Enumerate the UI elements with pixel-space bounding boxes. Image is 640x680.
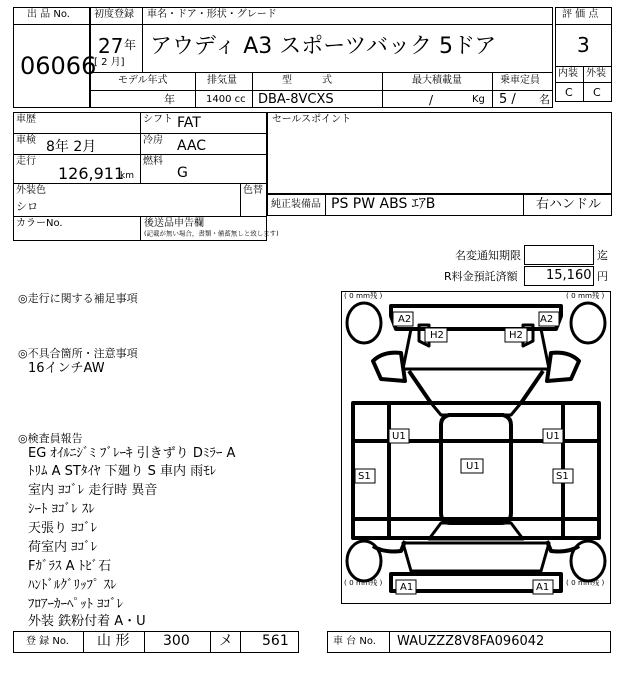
driving-notes-title: ◎走行に関する補足事項 xyxy=(18,292,138,305)
tire-label-rear-right: ( 0 mm残 ) xyxy=(566,579,605,588)
defect-item: 16インチAW xyxy=(28,361,105,376)
tire-label-front-right: ( 0 mm残 ) xyxy=(566,292,605,301)
shift-label: シフト xyxy=(143,114,173,125)
model-year-unit: 年 xyxy=(164,93,175,106)
max-load-unit: Kg xyxy=(472,94,485,105)
chassis-number: WAUZZZ8V8FA096042 xyxy=(397,634,545,649)
damage-mark: U1 xyxy=(392,431,406,442)
inspection-value: 8年 2月 xyxy=(46,139,97,155)
damage-mark: A2 xyxy=(540,314,554,325)
change-deadline-unit: 迄 xyxy=(597,249,608,262)
type-label: 型 式 xyxy=(282,75,332,86)
inspector-line: Fｶﾞﾗｽ A ﾄﾋﾞ石 xyxy=(28,559,112,574)
registration-number: 561 xyxy=(262,633,289,649)
registration-label: 登 録 No. xyxy=(26,636,69,647)
model-type: DBA-8VCXS xyxy=(258,92,334,107)
change-deadline-label: 名変通知期限 xyxy=(455,249,521,262)
capacity-label: 乗車定員 xyxy=(500,75,540,86)
mileage-value: 126,911 xyxy=(58,164,125,183)
aftermarket-note: (記載が無い場合，書類・備蓄無しと致します) xyxy=(144,230,279,238)
inspector-line: 外装 鉄粉付着 A・U xyxy=(28,614,146,629)
shift-value: FAT xyxy=(177,115,201,131)
car-name: アウディ A3 スポーツバック 5ドア xyxy=(150,34,497,59)
damage-mark: A1 xyxy=(400,582,414,593)
exterior-grade: C xyxy=(593,86,601,99)
interior-label: 内装 xyxy=(558,68,578,79)
inspection-label: 車検 xyxy=(16,135,36,146)
defects-title: ◎不具合箇所・注意事項 xyxy=(18,347,138,360)
equipment-label: 純正装備品 xyxy=(271,199,321,210)
max-load-label: 最大積載量 xyxy=(412,75,462,86)
inspector-line: ﾌﾛｱｰｶｰﾍﾟｯﾄ ﾖｺﾞﾚ xyxy=(28,597,124,612)
change-deadline-box xyxy=(524,245,594,265)
damage-mark: S1 xyxy=(358,471,371,482)
recycle-fee: 15,160 xyxy=(546,268,592,283)
history-label: 車歴 xyxy=(16,114,36,125)
chassis-label: 車 台 No. xyxy=(333,636,376,647)
lot-number: 06066 xyxy=(20,52,97,80)
fuel-value: G xyxy=(177,165,188,181)
car-outline xyxy=(341,291,611,604)
ac-label: 冷房 xyxy=(143,135,163,146)
steering-value: 右ハンドル xyxy=(536,197,602,212)
mileage-unit: km xyxy=(120,171,134,181)
recycle-label: R料金預託済額 xyxy=(444,270,518,283)
interior-grade: C xyxy=(565,86,573,99)
fuel-label: 燃料 xyxy=(143,156,163,167)
tire-label-front-left: ( 0 mm残 ) xyxy=(344,292,383,301)
inspector-title: ◎検査員報告 xyxy=(18,432,83,445)
capacity-unit: 名 xyxy=(539,93,550,106)
tire-label-rear-left: ( 0 mm残 ) xyxy=(344,579,383,588)
equipment-value: PS PW ABS ｴｱB xyxy=(331,196,436,212)
registration-month: [ 2 月] xyxy=(94,57,125,68)
color-value: シロ xyxy=(16,200,38,213)
damage-mark: A1 xyxy=(536,582,550,593)
grade-label: 評 価 点 xyxy=(562,9,599,20)
inspector-line: ﾊﾝﾄﾞﾙｸﾞﾘｯﾌﾟ ｽﾚ xyxy=(28,578,117,593)
lot-number-label: 出 品 No. xyxy=(27,9,70,20)
recycle-unit: 円 xyxy=(597,270,608,283)
model-year-label: モデル年式 xyxy=(118,75,168,86)
damage-mark: U1 xyxy=(546,431,560,442)
car-description-label: 車名・ドア・形状・グレード xyxy=(147,9,277,20)
damage-mark: U1 xyxy=(466,461,480,472)
inspector-line: 荷室内 ﾖｺﾞﾚ xyxy=(28,540,98,555)
ac-value: AAC xyxy=(177,138,207,154)
registration-year: 27 xyxy=(98,34,124,58)
inspector-line: ｼｰﾄ ﾖｺﾞﾚ ｽﾚ xyxy=(28,502,95,517)
inspector-line: 室内 ﾖｺﾞﾚ 走行時 異音 xyxy=(28,483,158,498)
first-registration-label: 初度登録 xyxy=(94,9,134,20)
exterior-label: 外装 xyxy=(586,68,606,79)
damage-mark: S1 xyxy=(556,471,569,482)
damage-mark: H2 xyxy=(509,330,523,341)
registration-class: 300 xyxy=(163,633,190,649)
registration-region: 山 形 xyxy=(97,633,130,649)
max-load: / xyxy=(429,93,434,107)
damage-mark: H2 xyxy=(430,330,444,341)
inspector-line: ﾄﾘﾑ A STﾀｲﾔ 下廻り S 車内 雨ﾓﾚ xyxy=(28,464,217,479)
displacement-label: 排気量 xyxy=(207,75,237,86)
registration-year-unit: 年 xyxy=(124,38,137,52)
color-label: 外装色 xyxy=(16,185,46,196)
overall-grade: 3 xyxy=(577,33,590,57)
color-number-label: カラーNo. xyxy=(16,218,63,229)
inspector-line: EG ｵｲﾙﾆｼﾞﾐ ﾌﾞﾚｰｷ 引きずり Dﾐﾗｰ A xyxy=(28,446,236,461)
inspector-line: 天張り ﾖｺﾞﾚ xyxy=(28,521,98,536)
sales-point-label: セールスポイント xyxy=(272,114,352,125)
color-change-label: 色替 xyxy=(243,185,263,196)
registration-kana: メ xyxy=(219,633,233,649)
capacity: 5 / xyxy=(499,92,516,107)
damage-mark: A2 xyxy=(398,314,412,325)
displacement: 1400 cc xyxy=(206,94,246,105)
aftermarket-label: 後送品申告欄 xyxy=(144,218,204,229)
mileage-label: 走行 xyxy=(16,156,36,167)
